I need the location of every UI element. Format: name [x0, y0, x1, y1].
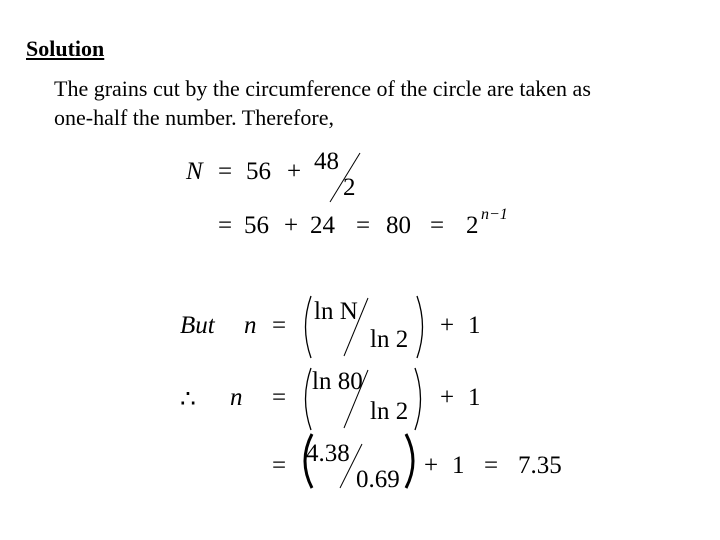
plus-sign: +: [287, 158, 302, 185]
paragraph-line-1: The grains cut by the circumference of the circle are taken as: [54, 76, 591, 101]
equals-sign: =: [484, 452, 499, 479]
equals-sign: =: [218, 212, 233, 239]
plus-sign: +: [440, 384, 455, 411]
fraction-numerator: ln N: [314, 298, 358, 325]
plus-sign: +: [440, 312, 455, 339]
therefore-symbol: ∴: [180, 386, 196, 413]
fraction-numerator: 4.38: [306, 440, 350, 467]
left-paren: [298, 294, 314, 360]
power-base: 2: [466, 212, 479, 239]
number-56: 56: [244, 212, 269, 239]
power-exponent: n−1: [481, 206, 508, 223]
equals-sign: =: [272, 384, 287, 411]
fraction-numerator: ln 80: [312, 368, 363, 395]
paragraph-line-2: one-half the number. Therefore,: [54, 105, 334, 130]
number-80: 80: [386, 212, 411, 239]
right-paren: [414, 294, 430, 360]
equals-sign: =: [272, 312, 287, 339]
right-paren: [402, 432, 420, 490]
fraction-denominator: 2: [343, 174, 356, 201]
plus-sign: +: [284, 212, 299, 239]
fraction-denominator: ln 2: [370, 326, 409, 353]
variable-n: N: [186, 158, 203, 185]
number-24: 24: [310, 212, 335, 239]
number-1: 1: [468, 312, 481, 339]
variable-n: n: [244, 312, 257, 339]
number-56: 56: [246, 158, 271, 185]
but-label: But: [180, 312, 215, 339]
equals-sign: =: [356, 212, 371, 239]
fraction-denominator: ln 2: [370, 398, 409, 425]
number-1: 1: [452, 452, 465, 479]
plus-sign: +: [424, 452, 439, 479]
variable-n: n: [230, 384, 243, 411]
right-paren: [412, 366, 428, 432]
equals-sign: =: [430, 212, 445, 239]
equals-sign: =: [218, 158, 233, 185]
result-value: 7.35: [518, 452, 562, 479]
equals-sign: =: [272, 452, 287, 479]
fraction-numerator: 48: [314, 148, 339, 175]
explanation-paragraph: [54, 74, 591, 132]
solution-heading: Solution: [26, 36, 105, 61]
number-1: 1: [468, 384, 481, 411]
fraction-denominator: 0.69: [356, 466, 400, 493]
